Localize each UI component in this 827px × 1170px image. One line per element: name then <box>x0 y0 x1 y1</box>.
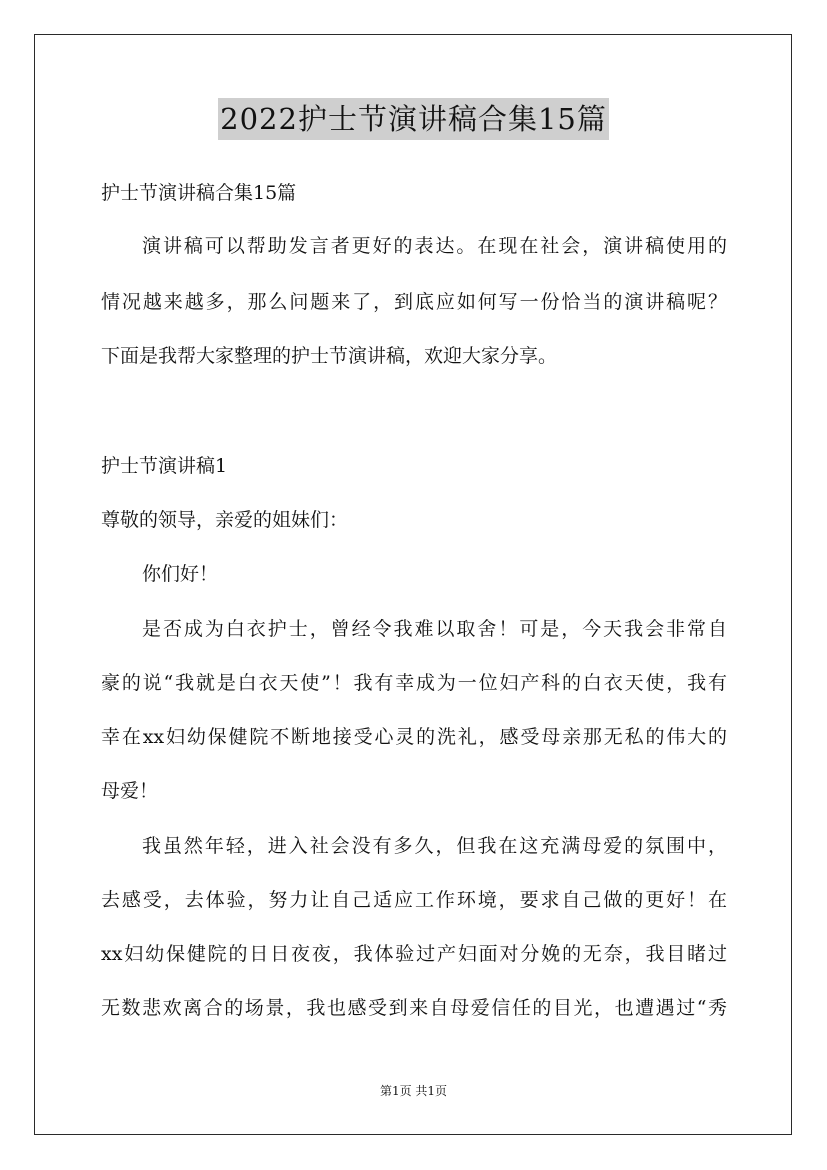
paragraph-line: 我虽然年轻，进入社会没有多久，但我在这充满母爱的氛围中， <box>142 835 727 857</box>
paragraph-line: 去感受，去体验，努力让自己适应工作环境，要求自己做的更好！在 <box>101 889 727 911</box>
document-title: 2022护士节演讲稿合集15篇 <box>218 98 609 140</box>
paragraph-line: 豪的说“我就是白衣天使”！我有幸成为一位妇产科的白衣天使，我有 <box>101 672 727 694</box>
page-footer: 第1页 共1页 <box>379 1084 448 1098</box>
section-heading: 护士节演讲稿1 <box>101 455 228 477</box>
title-container <box>0 98 827 140</box>
paragraph-line: 母爱！ <box>101 780 159 802</box>
paragraph-line: 无数悲欢离合的场景，我也感受到来自母爱信任的目光，也遭遇过“秀 <box>101 997 727 1019</box>
intro-line: 下面是我帮大家整理的护士节演讲稿，欢迎大家分享。 <box>101 345 558 367</box>
salutation: 尊敬的领导，亲爱的姐妹们： <box>101 509 349 531</box>
intro-line: 演讲稿可以帮助发言者更好的表达。在现在社会，演讲稿使用的 <box>142 235 727 257</box>
paragraph-line: 是否成为白衣护士，曾经令我难以取舍！可是，今天我会非常自 <box>142 618 727 640</box>
greeting: 你们好！ <box>142 563 219 585</box>
paragraph-line: xx妇幼保健院的日日夜夜，我体验过产妇面对分娩的无奈，我目睹过 <box>101 943 727 965</box>
paragraph-line: 幸在xx妇幼保健院不断地接受心灵的洗礼，感受母亲那无私的伟大的 <box>101 726 727 748</box>
intro-line: 情况越来越多，那么问题来了，到底应如何写一份恰当的演讲稿呢？ <box>101 291 727 313</box>
subtitle: 护士节演讲稿合集15篇 <box>101 182 297 204</box>
